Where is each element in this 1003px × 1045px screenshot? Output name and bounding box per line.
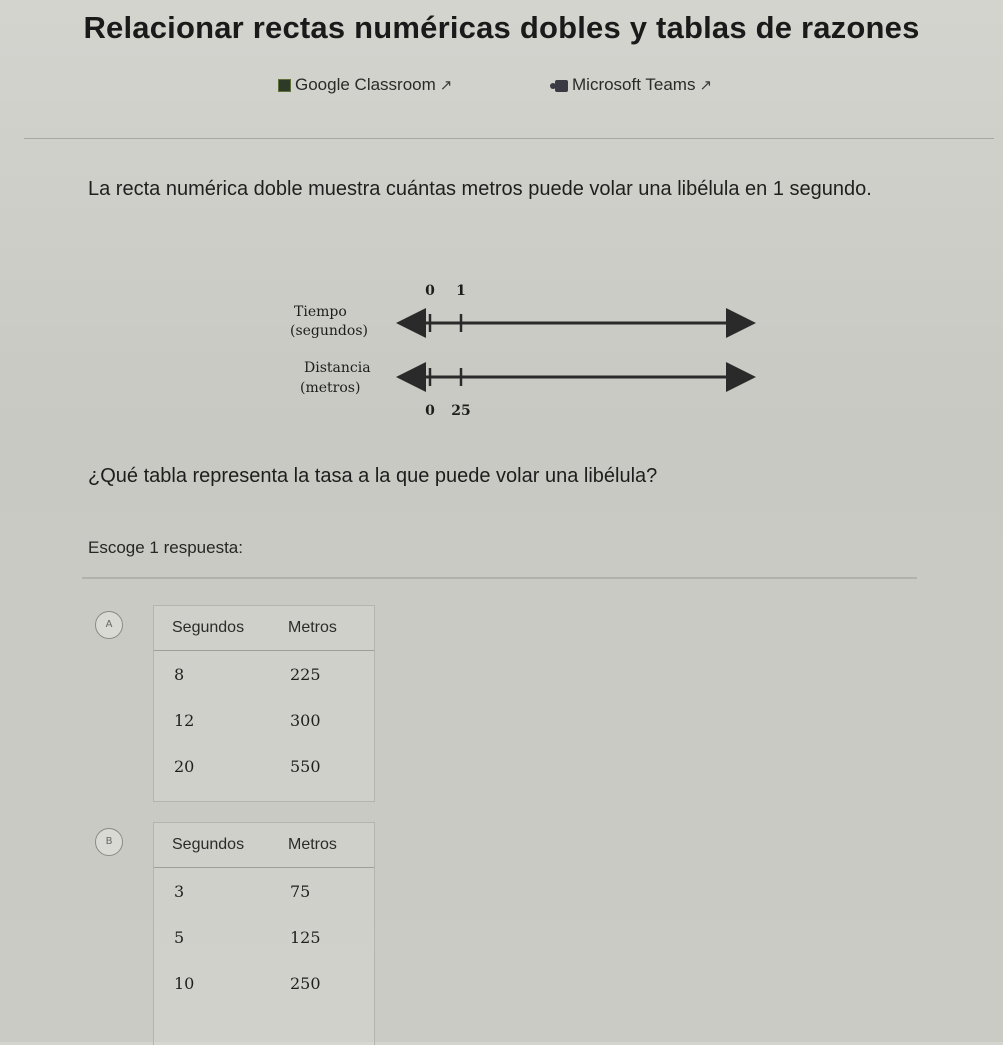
cell-meters: 300 (290, 710, 321, 730)
bottom-line-label: Distancia (304, 360, 371, 376)
table-row (154, 651, 374, 697)
divider (82, 577, 917, 579)
double-number-line (280, 270, 780, 430)
google-classroom-icon (278, 79, 291, 92)
google-classroom-link[interactable] (278, 75, 452, 95)
google-classroom-label: Google Classroom (295, 75, 436, 94)
microsoft-teams-label: Microsoft Teams (572, 75, 696, 94)
table-row (154, 697, 374, 743)
top-tick-label: 1 (456, 283, 466, 299)
cell-meters: 75 (290, 881, 311, 901)
table-header (154, 606, 374, 651)
radio-button-a[interactable]: A (95, 611, 123, 639)
cell-meters: 225 (290, 664, 321, 684)
cell-seconds: 12 (174, 710, 195, 730)
cell-seconds: 8 (174, 664, 185, 684)
double-number-line-svg (280, 270, 780, 430)
table-row (154, 743, 374, 789)
header-meters: Metros (288, 836, 337, 853)
problem-prompt: La recta numérica doble muestra cuántas metros puede volar una libélula en 1 segundo. (88, 178, 872, 200)
radio-button-b[interactable]: B (95, 828, 123, 856)
top-line-label: Tiempo (294, 304, 347, 320)
cell-meters: 250 (290, 973, 321, 993)
ratio-table-b (153, 822, 375, 1045)
table-row (154, 960, 374, 1006)
cell-seconds: 3 (174, 881, 185, 901)
bottom-tick-label: 0 (425, 403, 435, 419)
header-meters: Metros (288, 619, 337, 636)
header-seconds: Segundos (172, 836, 245, 853)
cell-seconds: 20 (174, 756, 195, 776)
bottom-tick-label: 25 (451, 403, 471, 419)
choose-label: Escoge 1 respuesta: (88, 538, 243, 557)
table-header (154, 823, 374, 868)
divider (24, 138, 994, 139)
top-line-unit: (segundos) (290, 323, 368, 339)
cell-seconds: 5 (174, 927, 185, 947)
header-seconds: Segundos (172, 619, 245, 636)
bottom-line-unit: (metros) (300, 380, 361, 396)
top-tick-label: 0 (425, 283, 435, 299)
cell-meters: 125 (290, 927, 321, 947)
question-text: ¿Qué tabla representa la tasa a la que puede volar una libélula? (88, 465, 658, 487)
external-link-icon: ↗ (439, 77, 453, 94)
microsoft-teams-icon (550, 79, 568, 92)
page-title: Relacionar rectas numéricas dobles y tablas de razones (83, 10, 920, 45)
table-row (154, 868, 374, 914)
external-link-icon: ↗ (699, 77, 713, 94)
microsoft-teams-link[interactable] (550, 75, 712, 95)
cell-seconds: 10 (174, 973, 195, 993)
cell-meters: 550 (290, 756, 321, 776)
table-padding (154, 789, 374, 801)
table-row (154, 914, 374, 960)
ratio-table-a (153, 605, 375, 802)
